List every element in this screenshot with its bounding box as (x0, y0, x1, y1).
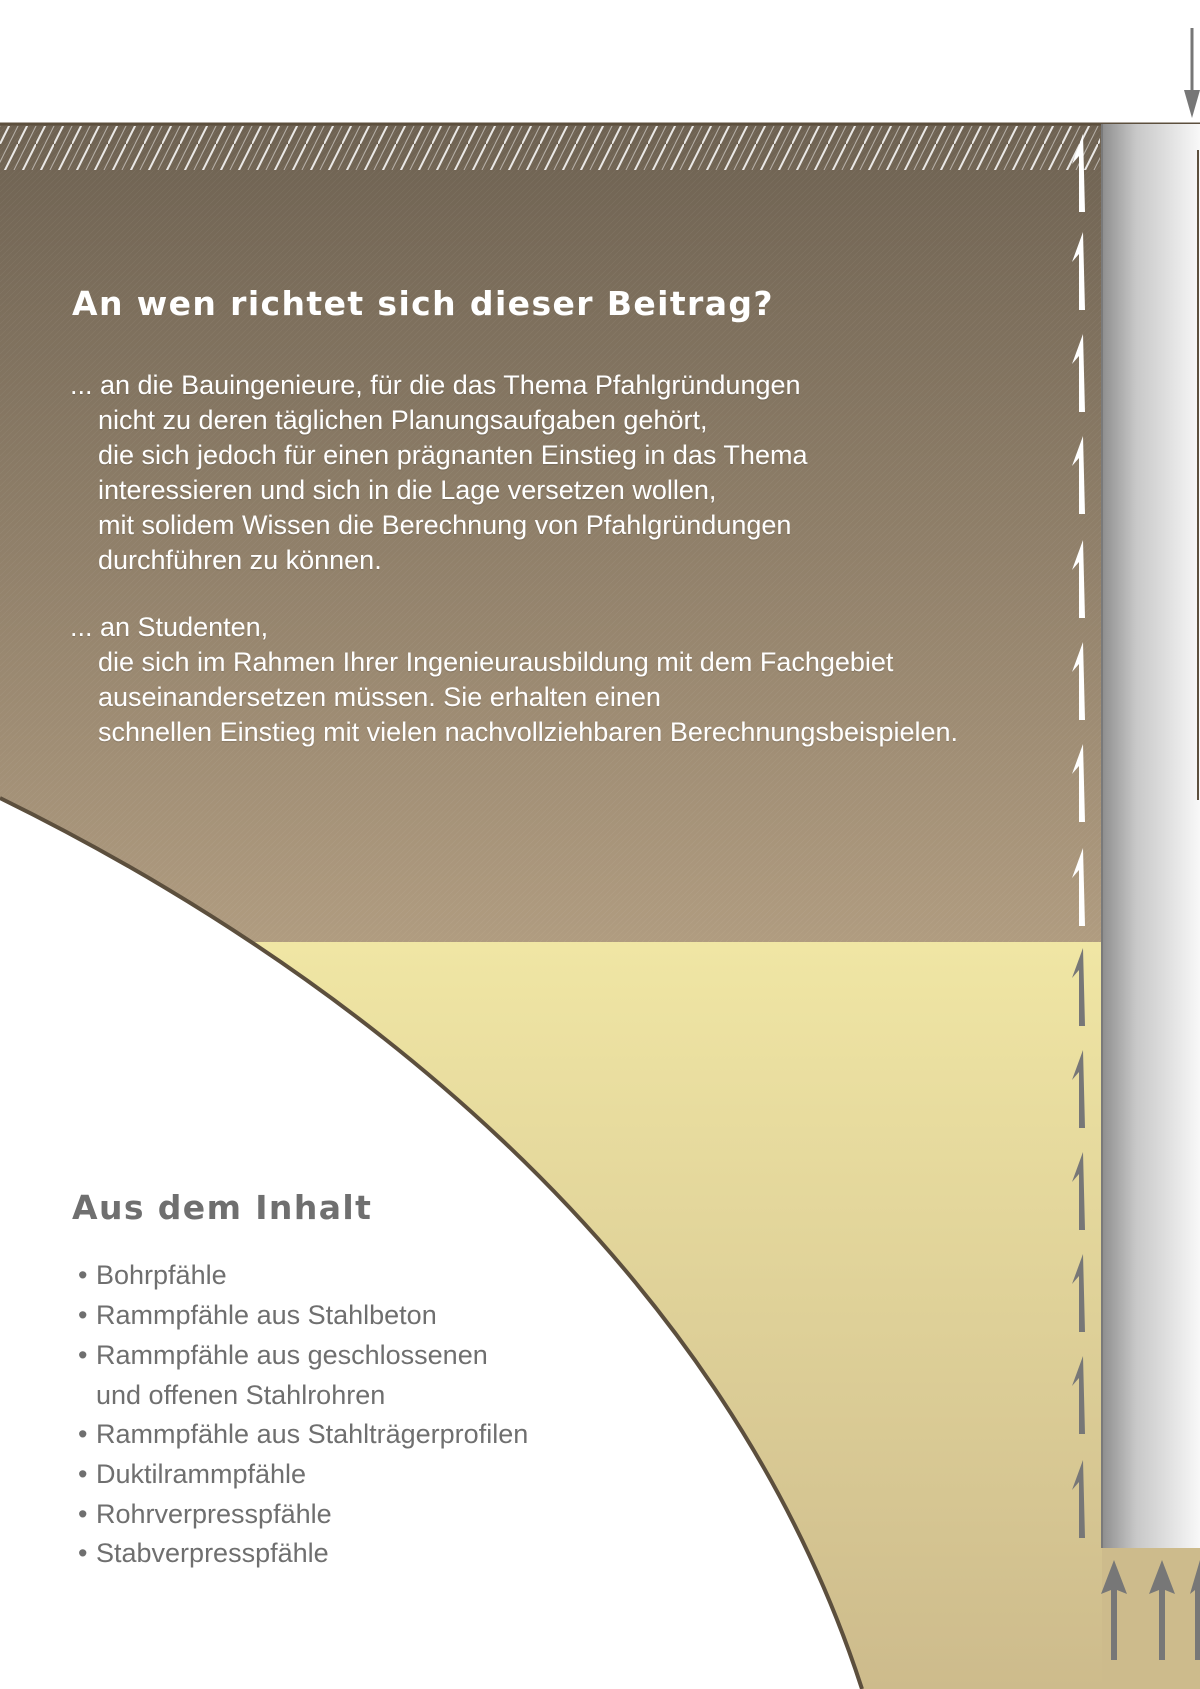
list-item: • Duktilrammpfähle (78, 1459, 307, 1489)
body-line: schnellen Einstieg mit vielen nachvollziehbaren Berechnungsbeispielen. (98, 717, 959, 747)
body-line: durchführen zu können. (98, 545, 382, 575)
list-item-continuation: und offenen Stahlrohren (96, 1380, 386, 1410)
body-line: die sich jedoch für einen prägnanten Einstieg in das Thema (98, 440, 808, 470)
audience-heading: An wen richtet sich dieser Beitrag? (72, 284, 774, 323)
body-line: mit solidem Wissen die Berechnung von Pfahlgründungen (98, 510, 792, 540)
bullet-icon: • (78, 1419, 88, 1449)
list-item: • Rammpfähle aus Stahlträgerprofilen (78, 1419, 529, 1449)
bullet-icon: • (78, 1260, 88, 1290)
bullet-icon: • (78, 1459, 88, 1489)
bullet-icon: • (78, 1340, 88, 1370)
body-line: interessieren und sich in die Lage versetzen wollen, (98, 475, 717, 505)
bullet-icon: • (78, 1538, 88, 1568)
contents-heading: Aus dem Inhalt (72, 1188, 373, 1227)
list-item: • Rohrverpresspfähle (78, 1499, 332, 1529)
body-line: ... an die Bauingenieure, für die das Thema Pfahlgründungen (70, 370, 801, 400)
ground-hatching (0, 126, 1100, 170)
list-item: • Rammpfähle aus geschlossenen (78, 1340, 488, 1370)
pile-shaft (1102, 124, 1200, 1548)
body-line: die sich im Rahmen Ihrer Ingenieurausbildung mit dem Fachgebiet (98, 647, 894, 677)
bullet-icon: • (78, 1300, 88, 1330)
list-item: • Rammpfähle aus Stahlbeton (78, 1300, 437, 1330)
load-arrow-icon (1184, 28, 1200, 118)
body-line: auseinandersetzen müssen. Sie erhalten einen (98, 682, 661, 712)
list-item: • Stabverpresspfähle (78, 1538, 329, 1568)
bullet-icon: • (78, 1499, 88, 1529)
list-item: • Bohrpfähle (78, 1260, 227, 1290)
body-line: ... an Studenten, (70, 612, 269, 642)
body-line: nicht zu deren täglichen Planungsaufgaben gehört, (98, 405, 708, 435)
